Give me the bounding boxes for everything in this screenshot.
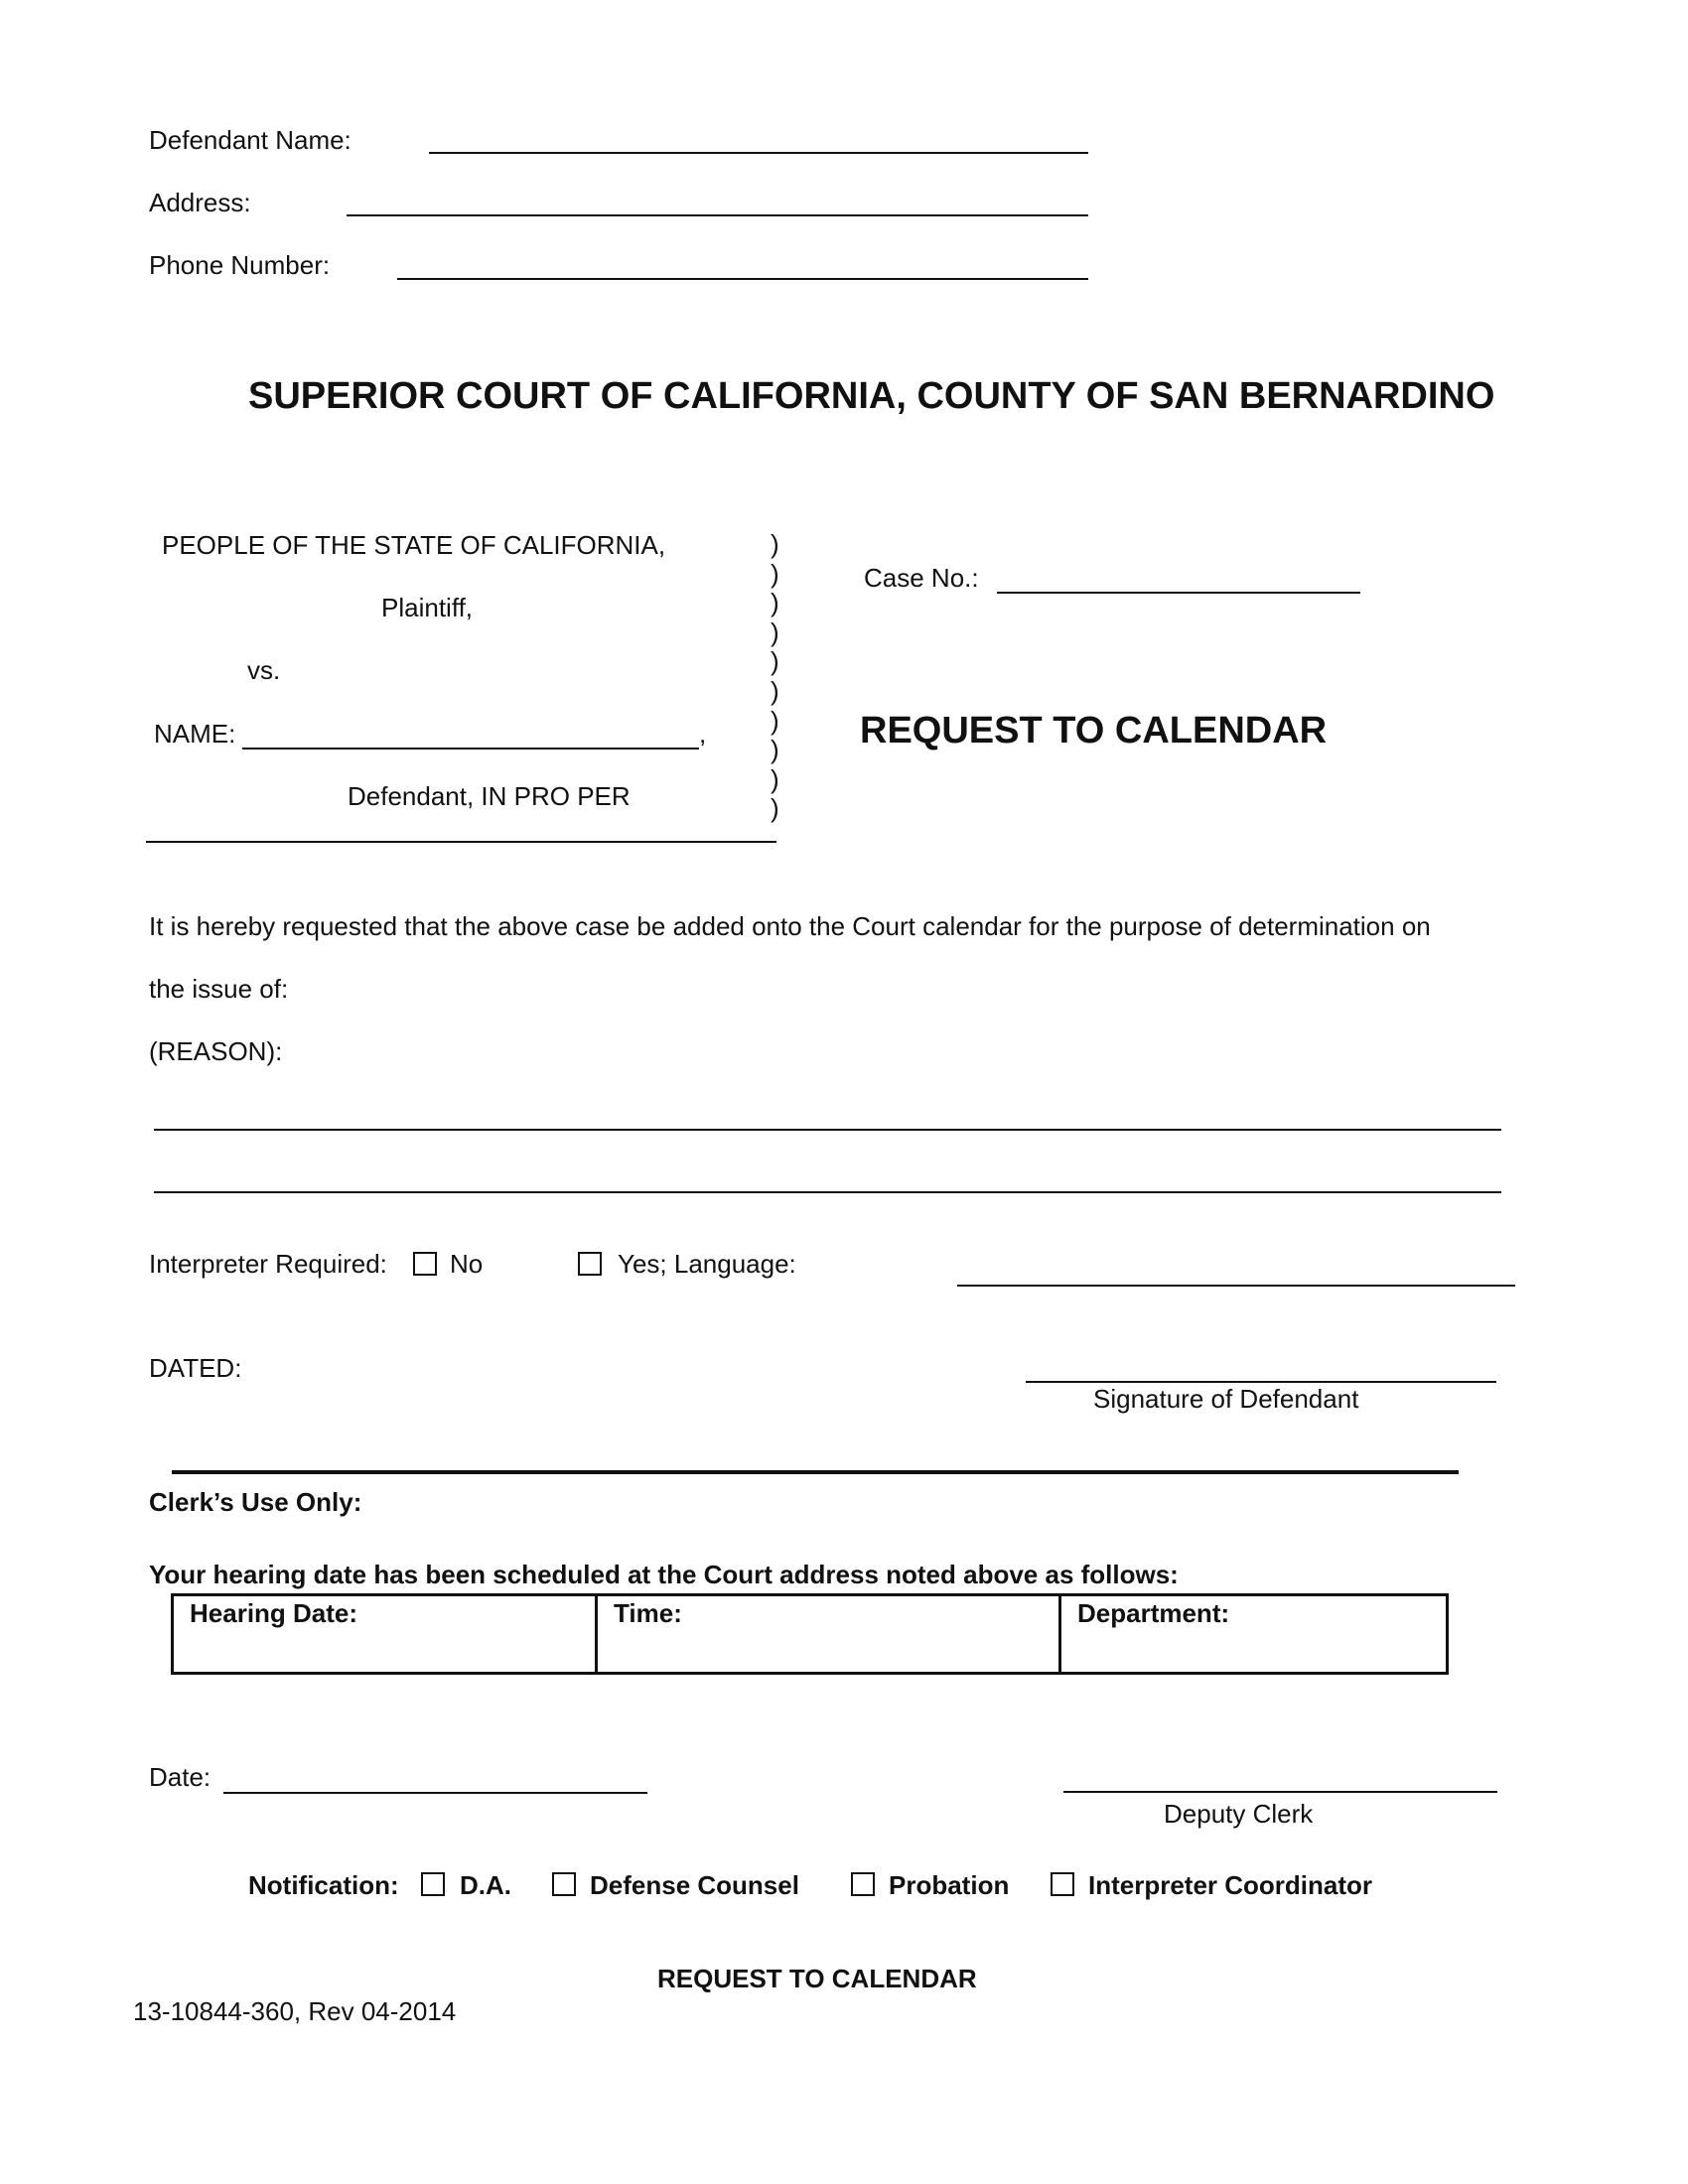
phone-number-field[interactable]: [397, 278, 1088, 280]
caption-people: PEOPLE OF THE STATE OF CALIFORNIA,: [162, 530, 666, 560]
interpreter-no-checkbox[interactable]: [413, 1252, 437, 1277]
hearing-department-cell[interactable]: Department:: [1060, 1595, 1448, 1674]
clerk-divider: [172, 1470, 1459, 1474]
interpreter-label: Interpreter Required:: [149, 1249, 387, 1279]
clerk-date-field[interactable]: [223, 1792, 647, 1794]
notify-da-label: D.A.: [460, 1870, 511, 1900]
dated-label: DATED:: [149, 1353, 242, 1383]
hearing-time-cell[interactable]: Time:: [597, 1595, 1060, 1674]
paren: ): [771, 705, 779, 736]
footer-title: REQUEST TO CALENDAR: [657, 1964, 977, 1993]
address-label: Address:: [149, 188, 251, 217]
notification-label: Notification:: [248, 1870, 399, 1900]
caption-defendant: Defendant, IN PRO PER: [348, 781, 631, 811]
paren: ): [771, 558, 779, 589]
hearing-date-cell[interactable]: Hearing Date:: [173, 1595, 597, 1674]
deputy-clerk-signature-line[interactable]: [1063, 1791, 1497, 1793]
request-text-line1: It is hereby requested that the above case be added onto the Court calendar for the purpose of determination on: [149, 911, 1431, 941]
caption-bottom-rule: [146, 841, 776, 843]
interpreter-language-field[interactable]: [957, 1285, 1515, 1287]
caption-parens: [771, 530, 779, 824]
caption-name-label: NAME:: [154, 719, 236, 749]
caption-name-field[interactable]: [242, 748, 699, 750]
notify-interpreter-coordinator-label: Interpreter Coordinator: [1088, 1870, 1373, 1900]
hearing-table: [171, 1593, 1449, 1675]
paren: ): [771, 588, 779, 618]
case-no-label: Case No.:: [864, 563, 979, 593]
paren: ): [771, 675, 779, 706]
paren: ): [771, 616, 779, 647]
defendant-name-label: Defendant Name:: [149, 125, 352, 155]
reason-line-2[interactable]: [154, 1191, 1501, 1193]
interpreter-yes-label: Yes; Language:: [618, 1249, 796, 1279]
reason-label: (REASON):: [149, 1036, 283, 1066]
phone-number-label: Phone Number:: [149, 250, 331, 280]
clerk-scheduled-text: Your hearing date has been scheduled at the Court address noted above as follows:: [149, 1560, 1179, 1589]
deputy-clerk-label: Deputy Clerk: [1164, 1799, 1314, 1829]
notify-probation-label: Probation: [889, 1870, 1010, 1900]
signature-line[interactable]: [1026, 1381, 1496, 1383]
document-title: REQUEST TO CALENDAR: [860, 710, 1328, 751]
caption-plaintiff: Plaintiff,: [381, 593, 474, 622]
interpreter-yes-checkbox[interactable]: [578, 1252, 602, 1277]
clerk-date-label: Date:: [149, 1762, 211, 1792]
defendant-name-field[interactable]: [429, 152, 1088, 154]
paren: ): [771, 735, 779, 765]
notify-probation-checkbox[interactable]: [851, 1872, 875, 1897]
notify-interpreter-coordinator-checkbox[interactable]: [1051, 1872, 1074, 1897]
caption-name-comma: ,: [699, 719, 707, 749]
form-number: 13-10844-360, Rev 04-2014: [133, 1996, 457, 2026]
caption-vs: vs.: [247, 655, 281, 685]
interpreter-no-label: No: [450, 1249, 484, 1279]
paren: ): [771, 646, 779, 677]
case-no-field[interactable]: [997, 592, 1360, 594]
paren: ): [771, 763, 779, 794]
notify-defense-counsel-label: Defense Counsel: [590, 1870, 799, 1900]
request-text-line2: the issue of:: [149, 974, 289, 1004]
paren: ): [771, 793, 779, 824]
reason-line-1[interactable]: [154, 1129, 1501, 1131]
court-title: SUPERIOR COURT OF CALIFORNIA, COUNTY OF SAN BERNARDINO: [248, 375, 1495, 417]
notify-da-checkbox[interactable]: [421, 1872, 445, 1897]
signature-label: Signature of Defendant: [1093, 1384, 1359, 1414]
clerk-heading: Clerk’s Use Only:: [149, 1487, 362, 1517]
address-field[interactable]: [347, 214, 1088, 216]
paren: ): [771, 529, 779, 559]
notify-defense-counsel-checkbox[interactable]: [552, 1872, 576, 1897]
